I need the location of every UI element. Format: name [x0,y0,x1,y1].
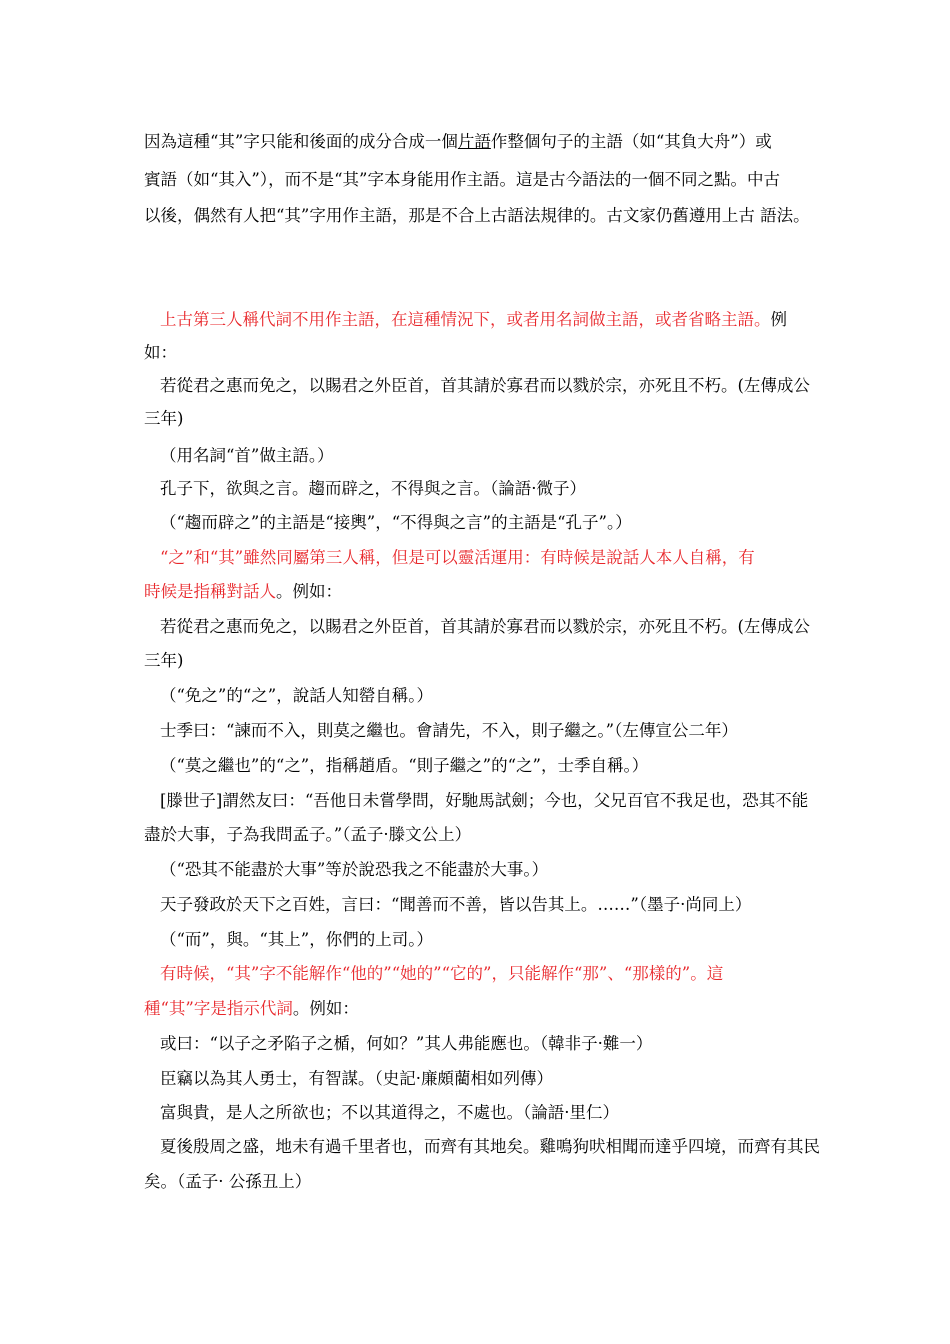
rule-statement: 上古第三人稱代詞不用作主語，在這種情況下，或者用名詞做主語，或者省略主語。例 [160,310,787,329]
note-line: （用名詞“首”做主語。） [160,446,334,465]
example-line: 盡於大事，子為我問孟子。”（孟子·滕文公上） [144,825,472,844]
highlighted-rule: “之”和“其”雖然同屬第三人稱，但是可以靈活運用：有時候是說話人本人自稱，有 [160,548,755,567]
highlighted-rule: 種“其”字是指示代詞 [144,999,293,1018]
note-line: （“趨而辟之”的主語是“接輿”，“不得與之言”的主語是“孔子”。） [160,513,632,532]
example-line: 三年) [144,651,184,670]
example-line: 天子發政於天下之百姓，言曰：“聞善而不善，皆以告其上。……”（墨子·尚同上） [160,895,752,914]
example-line: 三年) [144,409,184,428]
text-line: 以後，偶然有人把“其”字用作主語，那是不合上古語法規律的。古文家仍舊遵用上古 語法。 [144,206,810,225]
example-line: 若從君之惠而免之，以賜君之外臣首，首其請於寡君而以戮於宗，亦死且不朽。(左傳成公 [160,376,810,395]
note-line: （“恐其不能盡於大事”等於說恐我之不能盡於大事。） [160,860,549,879]
text-line: 賓語（如“其入”），而不是“其”字本身能用作主語。這是古今語法的一個不同之點。中古 [144,170,780,189]
example-line: 富與貴，是人之所欲也；不以其道得之，不處也。（論語·里仁） [160,1103,619,1122]
example-line: 夏後殷周之盛，地未有過千里者也，而齊有其地矣。雞鳴狗吠相聞而達乎四境，而齊有其民 [160,1137,820,1156]
highlighted-rule: 時候是指稱對話人 [144,582,276,601]
note-line: （“免之”的“之”，說話人知罃自稱。） [160,686,433,705]
text-line: 如： [144,343,177,362]
example-line: [滕世子]謂然友曰：“吾他日未嘗學問，好馳馬試劍；今也，父兄百官不我足也，恐其不能 [160,791,809,810]
example-line: 若從君之惠而免之，以賜君之外臣首，首其請於寡君而以戮於宗，亦死且不朽。(左傳成公 [160,617,810,636]
example-line: 臣竊以為其人勇士，有智謀。（史記·廉頗藺相如列傳） [160,1069,553,1088]
highlighted-rule: 有時候，“其”字不能解作“他的”“她的”“它的”，只能解作“那”、“那樣的”。這 [160,964,724,983]
underlined-term: 片語 [457,132,491,151]
note-line: （“莫之繼也”的“之”，指稱趙盾。“則子繼之”的“之”，士季自稱。） [160,756,649,775]
note-line: （“而”，與。“其上”，你們的上司。） [160,930,433,949]
example-line: 士季曰：“諫而不入，則莫之繼也。會請先，不入，則子繼之。”（左傳宣公二年） [160,721,738,740]
example-line: 矣。（孟子· 公孫丑上） [144,1172,312,1191]
rule-statement: 種“其”字是指示代詞。例如： [144,999,359,1018]
highlighted-rule: 上古第三人稱代詞不用作主語，在這種情況下，或者用名詞做主語，或者省略主語。 [160,310,771,329]
example-line: 孔子下，欲與之言。趨而辟之，不得與之言。（論語·微子） [160,479,586,498]
text-line: 因為這種“其”字只能和後面的成分合成一個片語作整個句子的主語（如“其負大舟”）或 [144,132,772,151]
example-line: 或曰：“以子之矛陷子之楯，何如？”其人弗能應也。（韓非子·難一） [160,1034,653,1053]
rule-statement: 時候是指稱對話人。例如： [144,582,342,601]
